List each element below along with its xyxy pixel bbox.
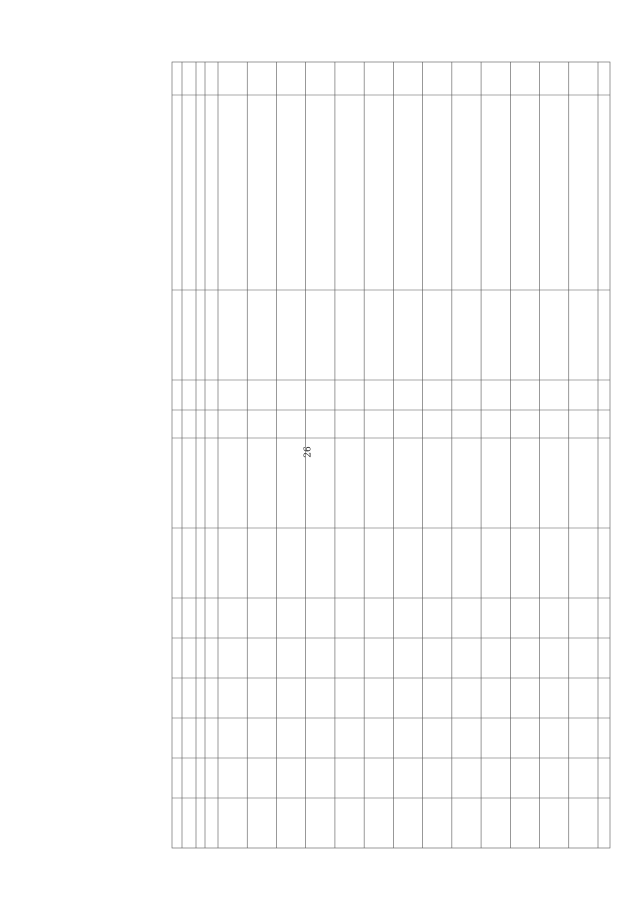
page-number: 26 [303,446,314,458]
table-grid [172,62,610,848]
table-border [172,62,610,848]
